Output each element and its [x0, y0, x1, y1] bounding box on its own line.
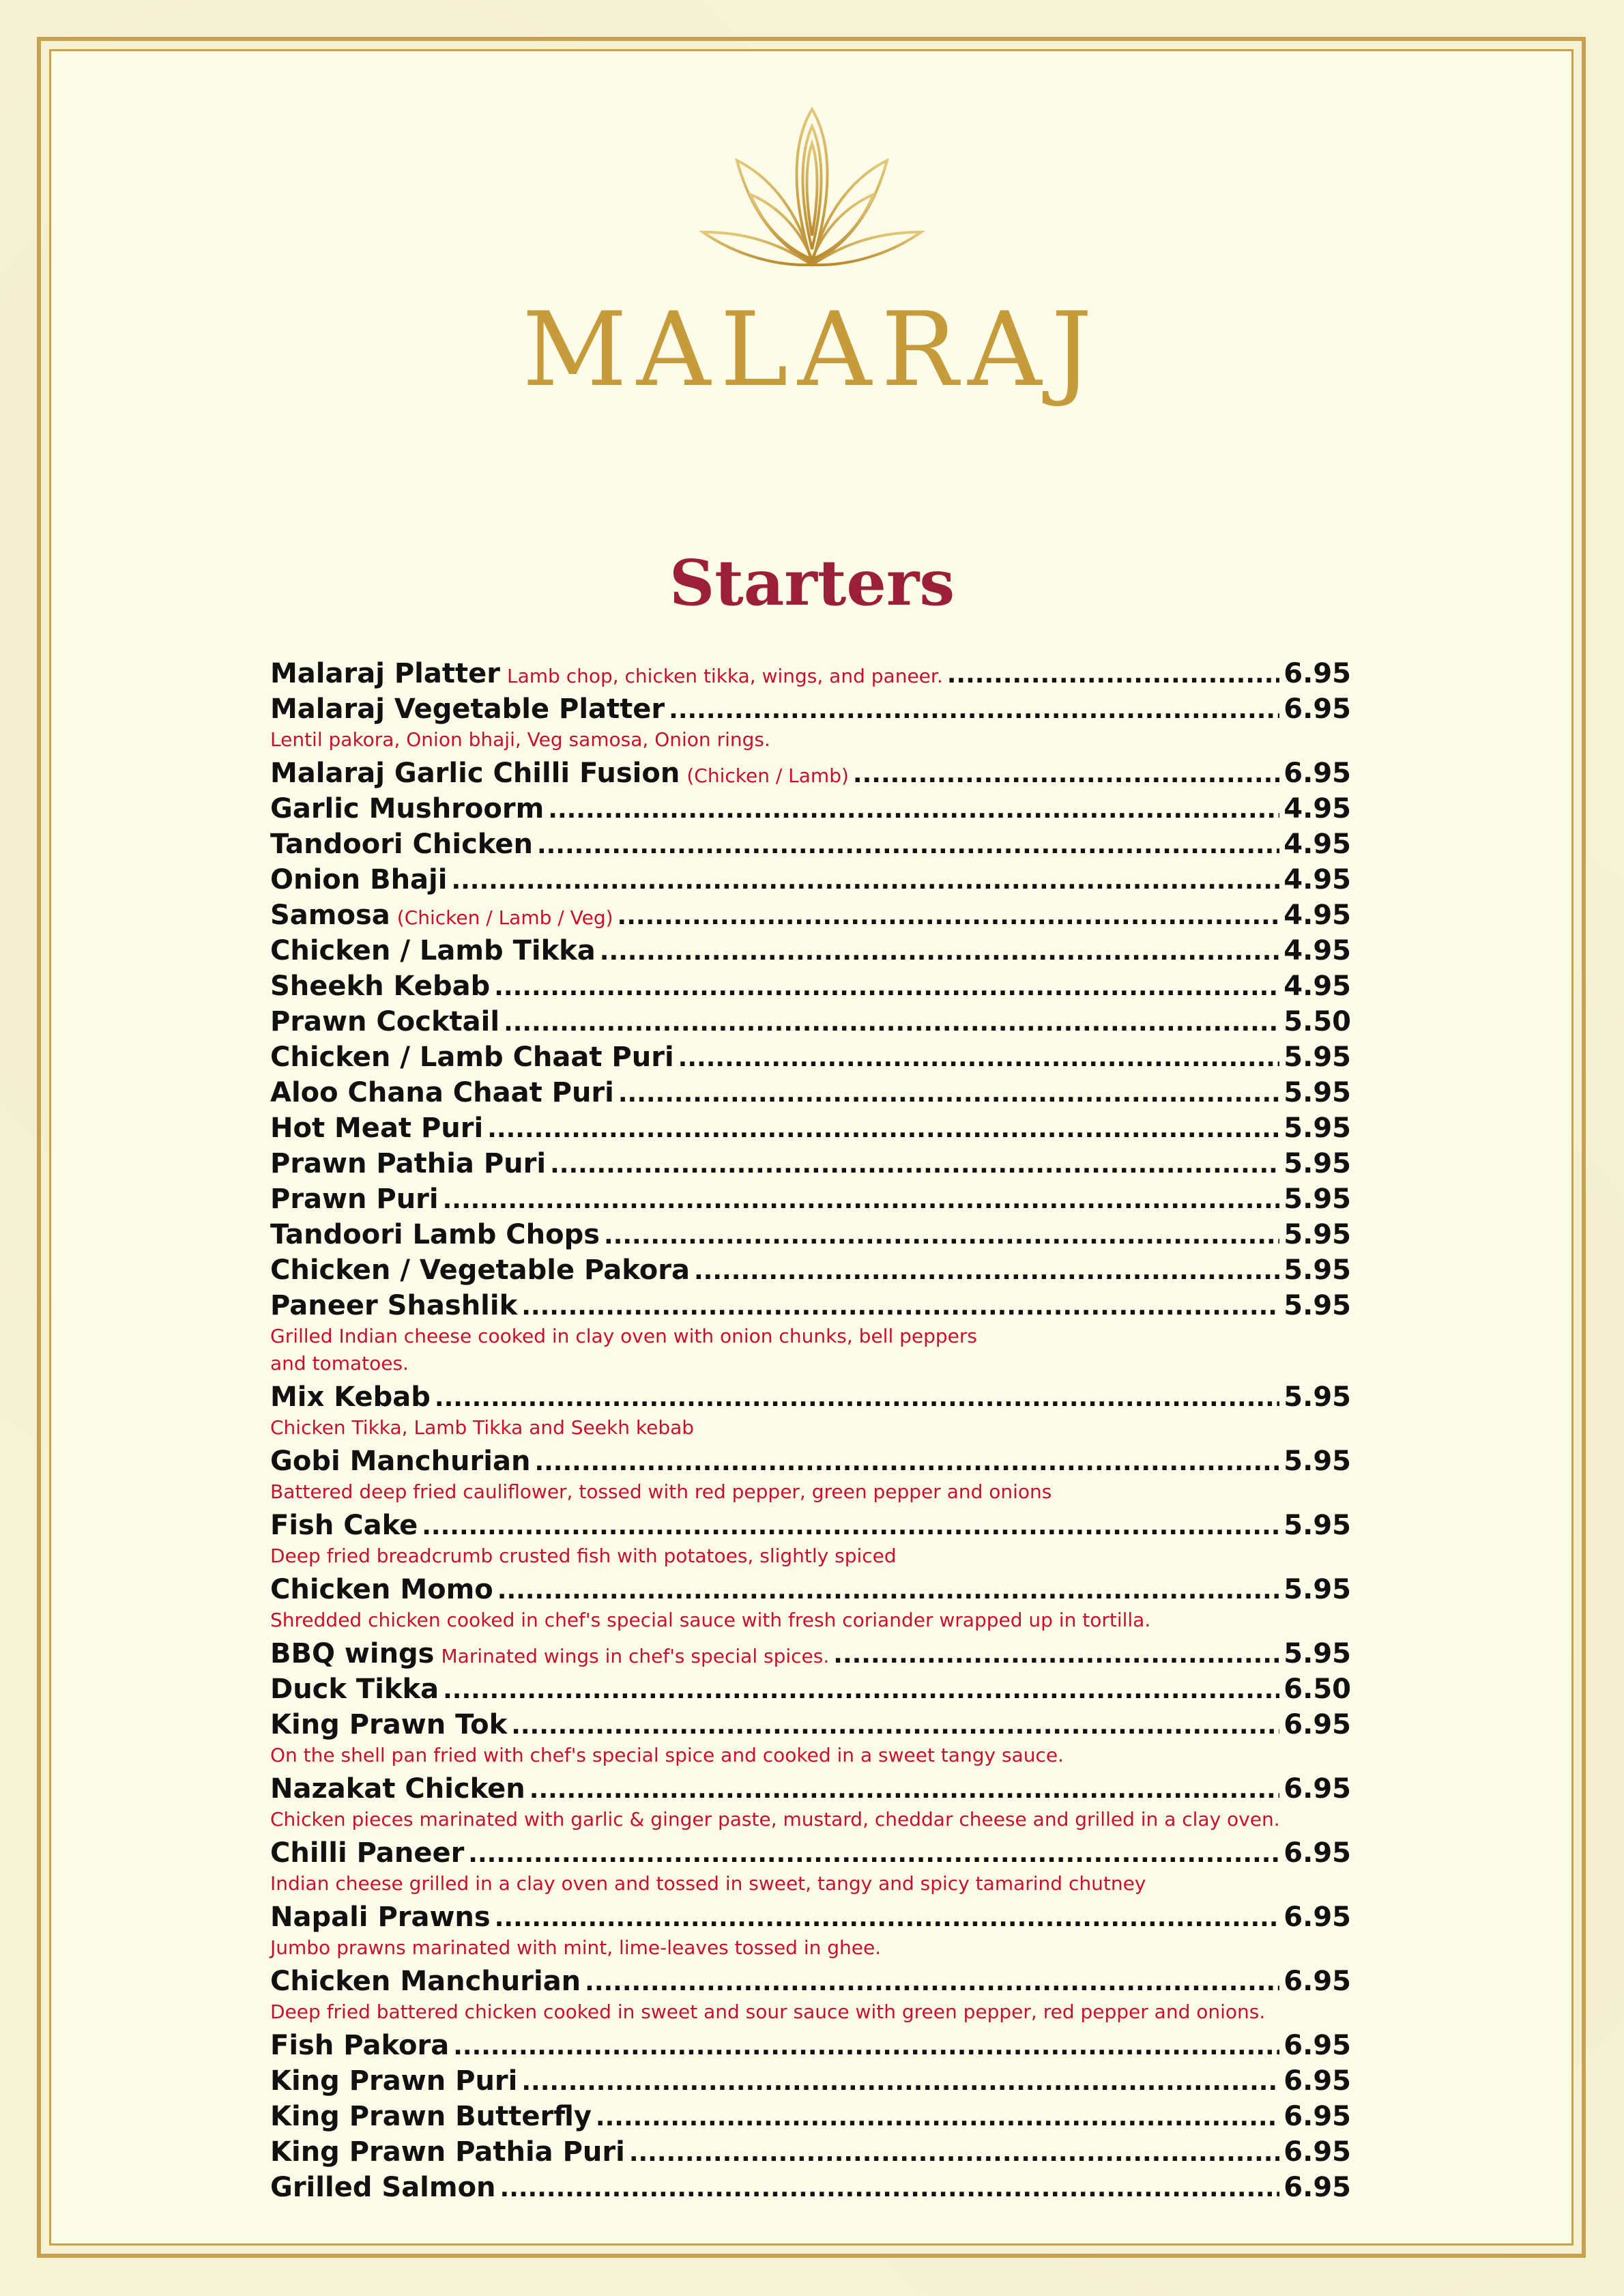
menu-item-row	[270, 935, 1351, 971]
menu-item	[270, 1006, 1351, 1042]
menu-item-price: 4.95	[1284, 935, 1351, 966]
menu-item	[270, 1183, 1351, 1219]
menu-item-name: Mix Kebab	[270, 1381, 431, 1413]
menu-item-row	[270, 1381, 1351, 1417]
menu-item-description: Battered deep fried cauliflower, tossed with red pepper, green pepper and onions	[270, 1480, 1052, 1503]
menu-item-name: Onion Bhaji	[270, 864, 448, 895]
menu-item-row	[270, 658, 1351, 693]
menu-item-name: Nazakat Chicken	[270, 1773, 525, 1805]
menu-item	[270, 1966, 1351, 2026]
dot-leader	[669, 696, 1279, 724]
menu-item-name: Tandoori Lamb Chops	[270, 1219, 600, 1250]
menu-item-price: 6.95	[1284, 1837, 1351, 1869]
dot-leader	[504, 1009, 1279, 1037]
menu-item-name: Chicken / Lamb Chaat Puri	[270, 1042, 674, 1073]
dot-leader	[451, 867, 1279, 895]
menu-item-row	[270, 793, 1351, 829]
menu-item-row	[270, 1773, 1351, 1809]
menu-item-name: Malaraj Garlic Chilli Fusion	[270, 758, 680, 789]
menu-item	[270, 1290, 1351, 1377]
menu-item-note: Lamb chop, chicken tikka, wings, and paneer.	[506, 665, 943, 687]
menu-item-price: 6.95	[1284, 693, 1351, 725]
menu-item-price: 6.95	[1284, 1709, 1351, 1740]
menu-item-price: 5.50	[1284, 1006, 1351, 1037]
menu-item	[270, 658, 1351, 693]
dot-leader	[443, 1676, 1279, 1704]
menu-item-row	[270, 1183, 1351, 1219]
dot-leader	[500, 2175, 1280, 2202]
dot-leader	[537, 831, 1279, 859]
dot-leader	[596, 2104, 1279, 2132]
menu-item-price: 5.95	[1284, 1254, 1351, 1286]
menu-item	[270, 1574, 1351, 1634]
menu-item-price: 4.95	[1284, 864, 1351, 895]
dot-leader	[585, 1968, 1279, 1996]
menu-item-row	[270, 2172, 1351, 2207]
menu-item-name: Chilli Paneer	[270, 1837, 465, 1869]
menu-item-price: 6.95	[1284, 658, 1351, 689]
dot-leader	[629, 2139, 1279, 2167]
menu-item-name: Sheekh Kebab	[270, 971, 491, 1002]
menu-item-row	[270, 1574, 1351, 1609]
menu-item-description: Chicken Tikka, Lamb Tikka and Seekh kebab	[270, 1416, 695, 1439]
menu-item-row	[270, 2030, 1351, 2065]
menu-item-price: 5.95	[1284, 1042, 1351, 1073]
menu-item-row	[270, 864, 1351, 900]
menu-item	[270, 1113, 1351, 1148]
brand-name: MALARAJ	[522, 291, 1102, 410]
menu-item	[270, 1254, 1351, 1290]
menu-item	[270, 2030, 1351, 2065]
menu-item-price: 6.95	[1284, 2101, 1351, 2132]
menu-item	[270, 758, 1351, 793]
menu-item-row	[270, 758, 1351, 793]
menu-item-row	[270, 1290, 1351, 1325]
menu-item	[270, 2136, 1351, 2172]
menu-item-row	[270, 900, 1351, 935]
menu-item-name: Grilled Salmon	[270, 2172, 496, 2203]
dot-leader	[530, 1776, 1280, 1804]
menu-item-price: 5.95	[1284, 1574, 1351, 1605]
menu-item-price: 5.95	[1284, 1381, 1351, 1413]
menu-item-description: Lentil pakora, Onion bhaji, Veg samosa, Onion rings.	[270, 728, 770, 751]
dot-leader	[497, 1577, 1280, 1605]
menu-item-name: Malaraj Vegetable Platter	[270, 693, 665, 725]
menu-item-name: Chicken Manchurian	[270, 1966, 581, 1997]
menu-item-note: (Chicken / Lamb / Veg)	[396, 906, 613, 929]
menu-item	[270, 1638, 1351, 1674]
menu-item-row	[270, 2065, 1351, 2101]
menu-item-description: Deep fried breadcrumb crusted fish with potatoes, slightly spiced	[270, 1545, 897, 1567]
dot-leader	[604, 1222, 1279, 1250]
dot-leader	[678, 1044, 1280, 1072]
menu-item-price: 6.50	[1284, 1674, 1351, 1705]
menu-item-name: Hot Meat Puri	[270, 1113, 484, 1144]
dot-leader	[435, 1384, 1279, 1412]
menu-item-price: 5.95	[1284, 1148, 1351, 1179]
menu-item	[270, 900, 1351, 935]
menu-item-row	[270, 1966, 1351, 2001]
menu-item-price: 4.95	[1284, 900, 1351, 931]
menu-item-row	[270, 1837, 1351, 1873]
dot-leader	[548, 796, 1279, 824]
menu-item-price: 6.95	[1284, 1966, 1351, 1997]
dot-leader	[521, 2068, 1279, 2096]
menu-item-description: Indian cheese grilled in a clay oven and tossed in sweet, tangy and spicy tamarind chutney	[270, 1872, 1146, 1895]
menu-item	[270, 2101, 1351, 2136]
menu-item-row	[270, 2136, 1351, 2172]
dot-leader	[618, 902, 1280, 930]
dot-leader	[494, 973, 1279, 1001]
menu-item-name: Prawn Puri	[270, 1183, 439, 1215]
menu-item	[270, 2172, 1351, 2207]
menu-item-row	[270, 693, 1351, 729]
menu-item-price: 5.95	[1284, 1638, 1351, 1669]
dot-leader	[833, 1641, 1279, 1669]
dot-leader	[422, 1512, 1279, 1540]
menu-item	[270, 1674, 1351, 1709]
menu-item-price: 6.95	[1284, 2172, 1351, 2203]
menu-item-name: Samosa	[270, 900, 390, 931]
menu-item	[270, 1709, 1351, 1769]
menu-item	[270, 693, 1351, 754]
menu-item	[270, 935, 1351, 971]
menu-item-note: (Chicken / Lamb)	[686, 764, 849, 787]
menu-item-row	[270, 1902, 1351, 1937]
menu-item-row	[270, 1113, 1351, 1148]
menu-item-price: 6.95	[1284, 1902, 1351, 1933]
menu-item	[270, 1042, 1351, 1077]
lotus-icon	[696, 96, 928, 273]
menu-item-price: 6.95	[1284, 2065, 1351, 2097]
menu-item-price: 6.95	[1284, 758, 1351, 789]
menu-item-description: Jumbo prawns marinated with mint, lime-leaves tossed in ghee.	[270, 1936, 882, 1959]
menu-item-description: On the shell pan fried with chef's special spice and cooked in a sweet tangy sauce.	[270, 1744, 1064, 1766]
menu-item-price: 6.95	[1284, 2136, 1351, 2168]
menu-item-row	[270, 1709, 1351, 1745]
menu-item	[270, 1837, 1351, 1897]
menu-item	[270, 1219, 1351, 1254]
menu-list	[270, 658, 1351, 2207]
menu-item-price: 5.95	[1284, 1183, 1351, 1215]
menu-item	[270, 1077, 1351, 1113]
menu-item-name: Garlic Mushroorm	[270, 793, 545, 824]
menu-item-row	[270, 1148, 1351, 1183]
menu-item-name: Gobi Manchurian	[270, 1446, 531, 1477]
menu-item-name: Paneer Shashlik	[270, 1290, 518, 1321]
menu-item-name: Fish Pakora	[270, 2030, 450, 2061]
dot-leader	[443, 1186, 1280, 1214]
menu-item-description: Chicken pieces marinated with garlic & ginger paste, mustard, cheddar cheese and grilled in a clay oven.	[270, 1808, 1280, 1831]
menu-item-description: Deep fried battered chicken cooked in sweet and sour sauce with green pepper, red pepper and onions.	[270, 2000, 1266, 2023]
menu-item	[270, 793, 1351, 829]
menu-item-name: Chicken / Vegetable Pakora	[270, 1254, 690, 1286]
menu-item-name: Tandoori Chicken	[270, 829, 533, 860]
menu-item-name: King Prawn Tok	[270, 1709, 508, 1740]
menu-item-row	[270, 1042, 1351, 1077]
menu-item-price: 5.95	[1284, 1077, 1351, 1108]
menu-item-price: 4.95	[1284, 793, 1351, 824]
menu-item	[270, 971, 1351, 1006]
menu-item-name: Duck Tikka	[270, 1674, 439, 1705]
menu-item-row	[270, 1446, 1351, 1481]
menu-item	[270, 1446, 1351, 1506]
menu-item	[270, 1773, 1351, 1833]
menu-item-name: Chicken Momo	[270, 1574, 493, 1605]
menu-item-row	[270, 1674, 1351, 1709]
menu-item-price: 6.95	[1284, 1773, 1351, 1805]
menu-item-price: 5.95	[1284, 1219, 1351, 1250]
menu-item-note: Marinated wings in chef's special spices.	[441, 1645, 830, 1667]
menu-item-row	[270, 1077, 1351, 1113]
menu-item-name: Fish Cake	[270, 1510, 418, 1541]
menu-item-name: BBQ wings	[270, 1638, 435, 1669]
menu-item-row	[270, 1006, 1351, 1042]
menu-item	[270, 829, 1351, 864]
dot-leader	[534, 1448, 1279, 1476]
menu-item-row	[270, 829, 1351, 864]
menu-item-price: 5.95	[1284, 1510, 1351, 1541]
dot-leader	[453, 2033, 1279, 2061]
menu-item-name: King Prawn Puri	[270, 2065, 518, 2097]
menu-item-row	[270, 1638, 1351, 1674]
menu-item-name: Prawn Cocktail	[270, 1006, 500, 1037]
menu-item-name: Napali Prawns	[270, 1902, 491, 1933]
menu-item	[270, 1510, 1351, 1570]
dot-leader	[495, 1904, 1280, 1932]
menu-item-description: Shredded chicken cooked in chef's special sauce with fresh coriander wrapped up in tortilla.	[270, 1609, 1151, 1631]
dot-leader	[468, 1840, 1279, 1868]
menu-item-price: 5.95	[1284, 1446, 1351, 1477]
menu-item-price: 4.95	[1284, 971, 1351, 1002]
dot-leader	[947, 661, 1280, 689]
menu-item-name: Malaraj Platter	[270, 658, 500, 689]
menu-item	[270, 864, 1351, 900]
menu-item-name: Prawn Pathia Puri	[270, 1148, 547, 1179]
menu-item-name: King Prawn Pathia Puri	[270, 2136, 625, 2168]
menu-item-name: Chicken / Lamb Tikka	[270, 935, 596, 966]
menu-item-row	[270, 2101, 1351, 2136]
menu-item-price: 5.95	[1284, 1290, 1351, 1321]
menu-item-name: Aloo Chana Chaat Puri	[270, 1077, 614, 1108]
dot-leader	[694, 1257, 1279, 1285]
menu-item-price: 5.95	[1284, 1113, 1351, 1144]
dot-leader	[521, 1293, 1279, 1321]
section-title: Starters	[669, 546, 955, 620]
menu-item	[270, 1148, 1351, 1183]
dot-leader	[600, 938, 1280, 966]
menu-item-name: King Prawn Butterfly	[270, 2101, 592, 2132]
dot-leader	[487, 1115, 1279, 1143]
menu-item-description: Grilled Indian cheese cooked in clay oven with onion chunks, bell peppers and tomatoes.	[270, 1325, 977, 1375]
menu-item-row	[270, 1510, 1351, 1545]
dot-leader	[618, 1080, 1279, 1108]
dot-leader	[853, 760, 1279, 788]
menu-item-row	[270, 971, 1351, 1006]
menu-item	[270, 1381, 1351, 1441]
menu-item-row	[270, 1254, 1351, 1290]
dot-leader	[550, 1151, 1279, 1179]
menu-item-price: 4.95	[1284, 829, 1351, 860]
menu-item	[270, 2065, 1351, 2101]
menu-item-price: 6.95	[1284, 2030, 1351, 2061]
menu-item-row	[270, 1219, 1351, 1254]
menu-item	[270, 1902, 1351, 1962]
dot-leader	[511, 1712, 1279, 1740]
